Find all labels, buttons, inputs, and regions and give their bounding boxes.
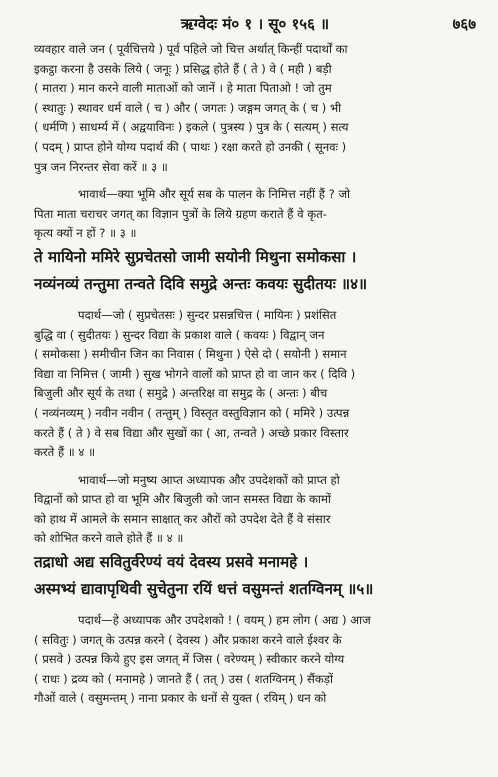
text-line: को शोभित करने वाले होते हैं ॥ ४ ॥ <box>34 531 184 546</box>
page-header <box>34 10 476 40</box>
running-title: ऋग्वेदः मं० १ । सू० १५६ ॥ <box>180 15 330 33</box>
text-line: ( सवितुः ) जगत् के उत्पन्न करने ( देवस्य ) और प्रकाश करने वाले ईश्वर के <box>34 632 342 647</box>
padartha-5 <box>34 611 476 709</box>
text-line: इकट्ठा करना है उसके लिये ( जनूः ) प्रसिद्ध होते हैं ( ते ) वे ( मही ) बड़ी <box>34 61 332 76</box>
text-line: पदार्थ—हे अध्यापक और उपदेशको ! ( वयम् ) हम लोग ( अद्य ) आज <box>78 613 371 628</box>
text-line: ( मातरा ) मान करने वाली माताओं को जानें । हे माता पिताओ ! जो तुम <box>34 81 332 96</box>
commentary-paragraph-1 <box>34 40 476 177</box>
text-line: गौओं वाले ( वसुमन्तम् ) नाना प्रकार के धनों से युक्त ( रयिम् ) धन को <box>34 691 327 706</box>
text-line: ( समोकसा ) समीचीन जिन का निवास ( मिथुना ) ऐसे दो ( सयोनी ) समान <box>34 347 347 362</box>
text-line: व्यवहार वाले जन ( पूर्वचित्तये ) पूर्व पहिले जो चित्त अर्थात् किन्हीं पदार्थों का <box>34 42 348 56</box>
mantra-4 <box>34 244 476 298</box>
text-line: को हाथ में आमले के समान साक्षात् कर औरों को उपदेश देते हैं वे संसार <box>34 511 331 526</box>
text-line: विद्वानों को प्राप्त हो वा भूमि और बिजुली को जान समस्त विद्या के कामों <box>34 492 331 507</box>
text-line: कृत्य क्यों न हों ? ॥ ३ ॥ <box>34 226 137 241</box>
text-line: ( प्रसवे ) उत्पन्न किये हुए इस जगत् में जिस ( वरेण्यम् ) स्वीकार करने योग्य <box>34 652 345 667</box>
text-line: बिजुली और सूर्य के तथा ( समुद्रे ) अन्तरिक्ष वा समुद्र के ( अन्तः ) बीच <box>34 386 328 401</box>
mantra-5 <box>34 549 476 603</box>
text-line: ( धर्मणि ) साधर्म्य में ( अद्वयाविनः ) इकले ( पुत्रस्य ) पुत्र के ( सत्यम् ) सत्य <box>34 120 349 135</box>
text-line: बुद्धि वा ( सुदीतयः ) सुन्दर विद्या के प्रकाश वाले ( कवयः ) विद्वान् जन <box>34 327 325 342</box>
verse-line: नव्यंनव्यं तन्तुमा तन्वते दिवि समुद्रे अन्तः कवयः सुदीतयः ॥४॥ <box>34 274 368 293</box>
text-line: ( स्थातुः ) स्थावर धर्म वाले ( च ) और ( जगतः ) जङ्गम जगत् के ( च ) भी <box>34 100 342 115</box>
text-line: ( राधः ) द्रव्य को ( मनामहे ) जानते हैं ( तत् ) उस ( शतग्विनम् ) सैंकड़ों <box>34 671 333 686</box>
verse-line: ते मायिनो ममिरे सुप्रचेतसो जामी सयोनी मिथुना समोकसा । <box>34 247 357 266</box>
text-line: ( नव्यंनव्यम् ) नवीन नवीन ( तन्तुम् ) विस्तृत वस्तुविज्ञान को ( ममिरे ) उत्पन्न <box>34 405 350 420</box>
text-line: पदार्थ—जो ( सुप्रचेतसः ) सुन्दर प्रसन्नचित्त ( मायिनः ) प्रशंसित <box>78 307 337 322</box>
text-line: पुत्र जन निरन्तर सेवा करें ॥ ३ ॥ <box>34 159 168 174</box>
text-line: भावार्थ—जो मनुष्य आप्त अध्यापक और उपदेशकों को प्राप्त हो <box>78 472 340 487</box>
page-number: ७६७ <box>452 15 476 33</box>
text-line: विद्या वा निमित्त ( जामी ) सुख भोगने वालों को प्राप्त हो वा जान कर ( दिवि ) <box>34 366 356 381</box>
padartha-4 <box>34 306 476 463</box>
verse-line: अस्मभ्यं द्यावापृथिवी सुचेतुना रयिं धत्तं वसुमन्तं शतग्विनम् ॥५॥ <box>34 580 374 599</box>
text-line: करते हैं ॥ ४ ॥ <box>34 445 96 460</box>
bhavartha-3 <box>34 185 476 244</box>
text-line: पिता माता चराचर जगत् का विज्ञान पुत्रों के लिये ग्रहण कराते हैं वे कृत- <box>34 206 327 221</box>
bhavartha-4 <box>34 471 476 549</box>
text-line: भावार्थ—क्या भूमि और सूर्य सब के पालन के निमित्त नहीं हैं ? जो <box>78 187 351 202</box>
verse-line: तद्राधो अद्य सवितुर्वरेण्यं वयं देवस्य प्रसवे मनामहे । <box>34 553 309 572</box>
text-line: करते हैं ( ते ) वे सब विद्या और सुखों का ( आ, तन्वते ) अच्छे प्रकार विस्तार <box>34 425 349 440</box>
text-line: ( पदम् ) प्राप्त होने योग्य पदार्थ की ( पाथः ) रक्षा करते हो उनकी ( सूनवः ) <box>34 139 347 154</box>
